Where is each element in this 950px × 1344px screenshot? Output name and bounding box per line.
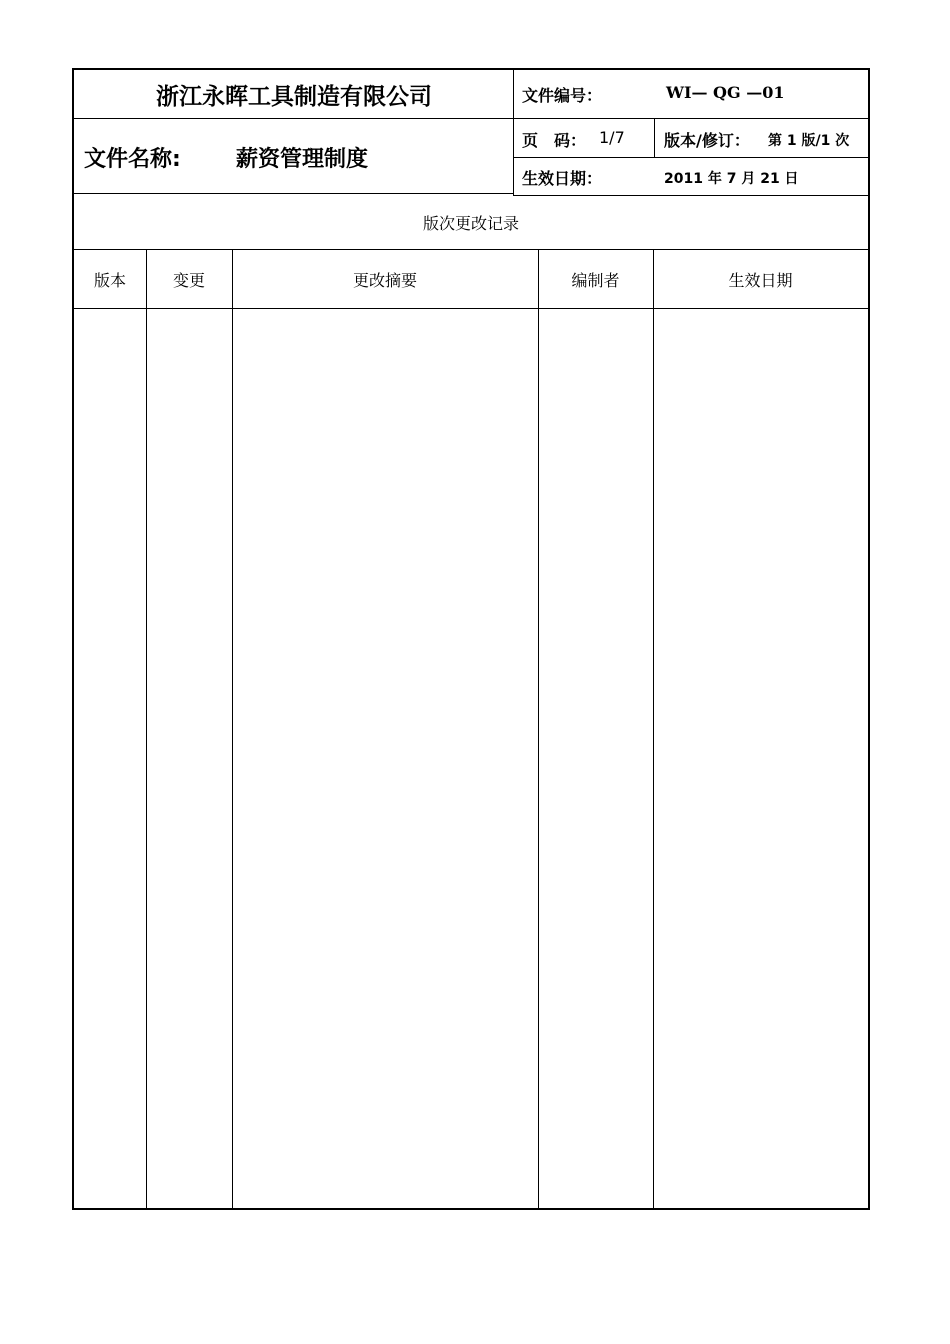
version-value: 第 1 版/1 次 (768, 133, 850, 149)
column-header-change: 变更 (172, 270, 205, 290)
effective-date-value: 2011 年 7 月 21 日 (664, 171, 799, 187)
column-header-summary: 更改摘要 (352, 270, 417, 290)
header-bottom-left (74, 193, 514, 194)
file-number-value: WI— QG —01 (666, 83, 785, 102)
header-bottom-right (513, 195, 868, 196)
document-name-label: 文件名称: (84, 147, 181, 172)
header-divider-page-version (654, 118, 655, 158)
column-header-version: 版本 (93, 270, 126, 290)
version-label: 版本/修订： (664, 131, 750, 150)
page-label: 页 码： (522, 131, 587, 150)
company-name: 浙江永晖工具制造有限公司 (156, 83, 432, 110)
column-header-effective-date: 生效日期 (728, 270, 793, 290)
revision-record-title: 版次更改记录 (422, 213, 519, 233)
column-divider-2 (232, 249, 233, 1208)
file-number-label: 文件编号： (522, 86, 603, 105)
column-header-divider (74, 308, 868, 309)
effective-date-label: 生效日期： (522, 169, 603, 188)
document-name-value: 薪资管理制度 (236, 147, 369, 172)
revision-title-divider (74, 249, 868, 250)
column-header-author: 编制者 (571, 270, 620, 290)
column-divider-3 (538, 249, 539, 1208)
header-divider-right-1 (513, 118, 868, 119)
header-divider-right-2 (513, 157, 868, 158)
column-divider-4 (653, 249, 654, 1208)
header-divider-left (74, 118, 514, 119)
column-divider-1 (146, 249, 147, 1208)
header-divider-vertical (513, 70, 514, 195)
document-frame (72, 68, 870, 1210)
page-value: 1/7 (599, 128, 625, 147)
